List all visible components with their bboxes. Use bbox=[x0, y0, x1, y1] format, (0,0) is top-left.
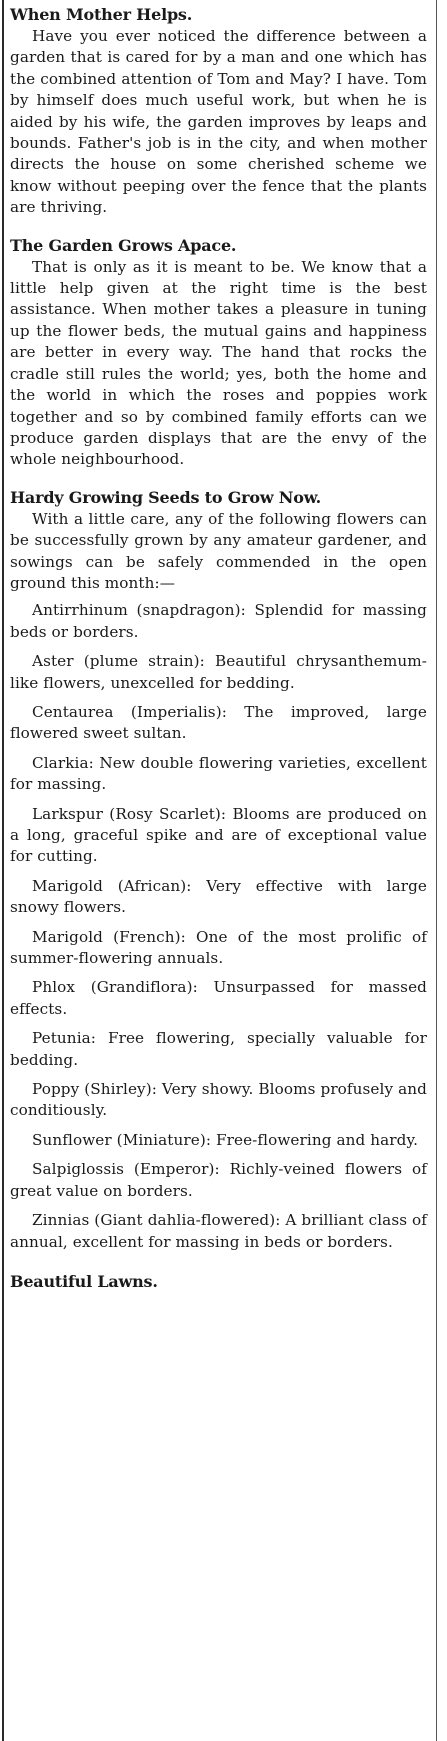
section-heading: Hardy Growing Seeds to Grow Now. bbox=[10, 487, 322, 507]
list-item: Larkspur (Rosy Scarlet): Blooms are produced on a long, graceful spike and are of exceptional value for cutting. bbox=[10, 804, 427, 866]
column-rule-left bbox=[2, 0, 4, 1741]
list-item: Phlox (Grandiflora): Unsurpassed for massed effects. bbox=[10, 978, 427, 1018]
list-item: Zinnias (Giant dahlia-flowered): A brilliant class of annual, excellent for massing in beds or borders. bbox=[10, 1211, 427, 1251]
list-item: Marigold (French): One of the most prolific of summer-flowering annuals. bbox=[10, 927, 427, 968]
list-item: Poppy (Shirley): Very showy. Blooms profusely and conditiously. bbox=[10, 1080, 427, 1120]
section-garden-grows-apace bbox=[10, 235, 427, 471]
section-when-mother-helps bbox=[10, 4, 427, 219]
list-item: Marigold (African): Very effective with large snowy flowers. bbox=[10, 876, 427, 917]
section-hardy-seeds bbox=[10, 487, 427, 595]
section-heading-beautiful-lawns: Beautiful Lawns. bbox=[10, 1271, 158, 1291]
section-heading: The Garden Grows Apace. bbox=[10, 235, 237, 255]
list-item: Clarkia: New double flowering varieties, excellent for massing. bbox=[10, 753, 427, 794]
list-item: Salpiglossis (Emperor): Richly-veined flowers of great value on borders. bbox=[10, 1160, 427, 1200]
column-rule-right bbox=[436, 0, 437, 1741]
list-item: Centaurea (Imperialis): The improved, large flowered sweet sultan. bbox=[10, 702, 427, 743]
list-item: Antirrhinum (snapdragon): Splendid for massing beds or borders. bbox=[10, 601, 427, 641]
section-body: Have you ever noticed the difference between a garden that is cared for by a man and one which has the combined attention of Tom and May? I have. Tom by himself does much useful work, but when he is aided by his wife, the garden improves by leaps and bounds. Father's job is in the city, and when mother directs the house on some cherished scheme we know without peeping over the fence that the plants are thriving. bbox=[10, 27, 427, 217]
section-body: With a little care, any of the following flowers can be successfully grown by any amateur gardener, and sowings can be safely commended in the open ground this month:— bbox=[10, 509, 427, 592]
list-item: Petunia: Free flowering, specially valuable for bedding. bbox=[10, 1029, 427, 1069]
section-heading: When Mother Helps. bbox=[10, 5, 193, 24]
section-body: That is only as it is meant to be. We know that a little help given at the right time is the best assistance. When mother takes a pleasure in tuning up the flower beds, the mutual gains and happiness are better in every way. The hand that rocks the cradle still rules the world; yes, both the home and the world in which the roses and poppies work together and so by combined family efforts can we produce garden displays that are the envy of the whole neighbourhood. bbox=[10, 257, 427, 469]
flower-list bbox=[10, 600, 427, 1253]
list-item: Sunflower (Miniature): Free-flowering and hardy. bbox=[32, 1130, 419, 1149]
list-item: Aster (plume strain): Beautiful chrysanthemum-like flowers, unexcelled for bedding. bbox=[10, 652, 427, 692]
